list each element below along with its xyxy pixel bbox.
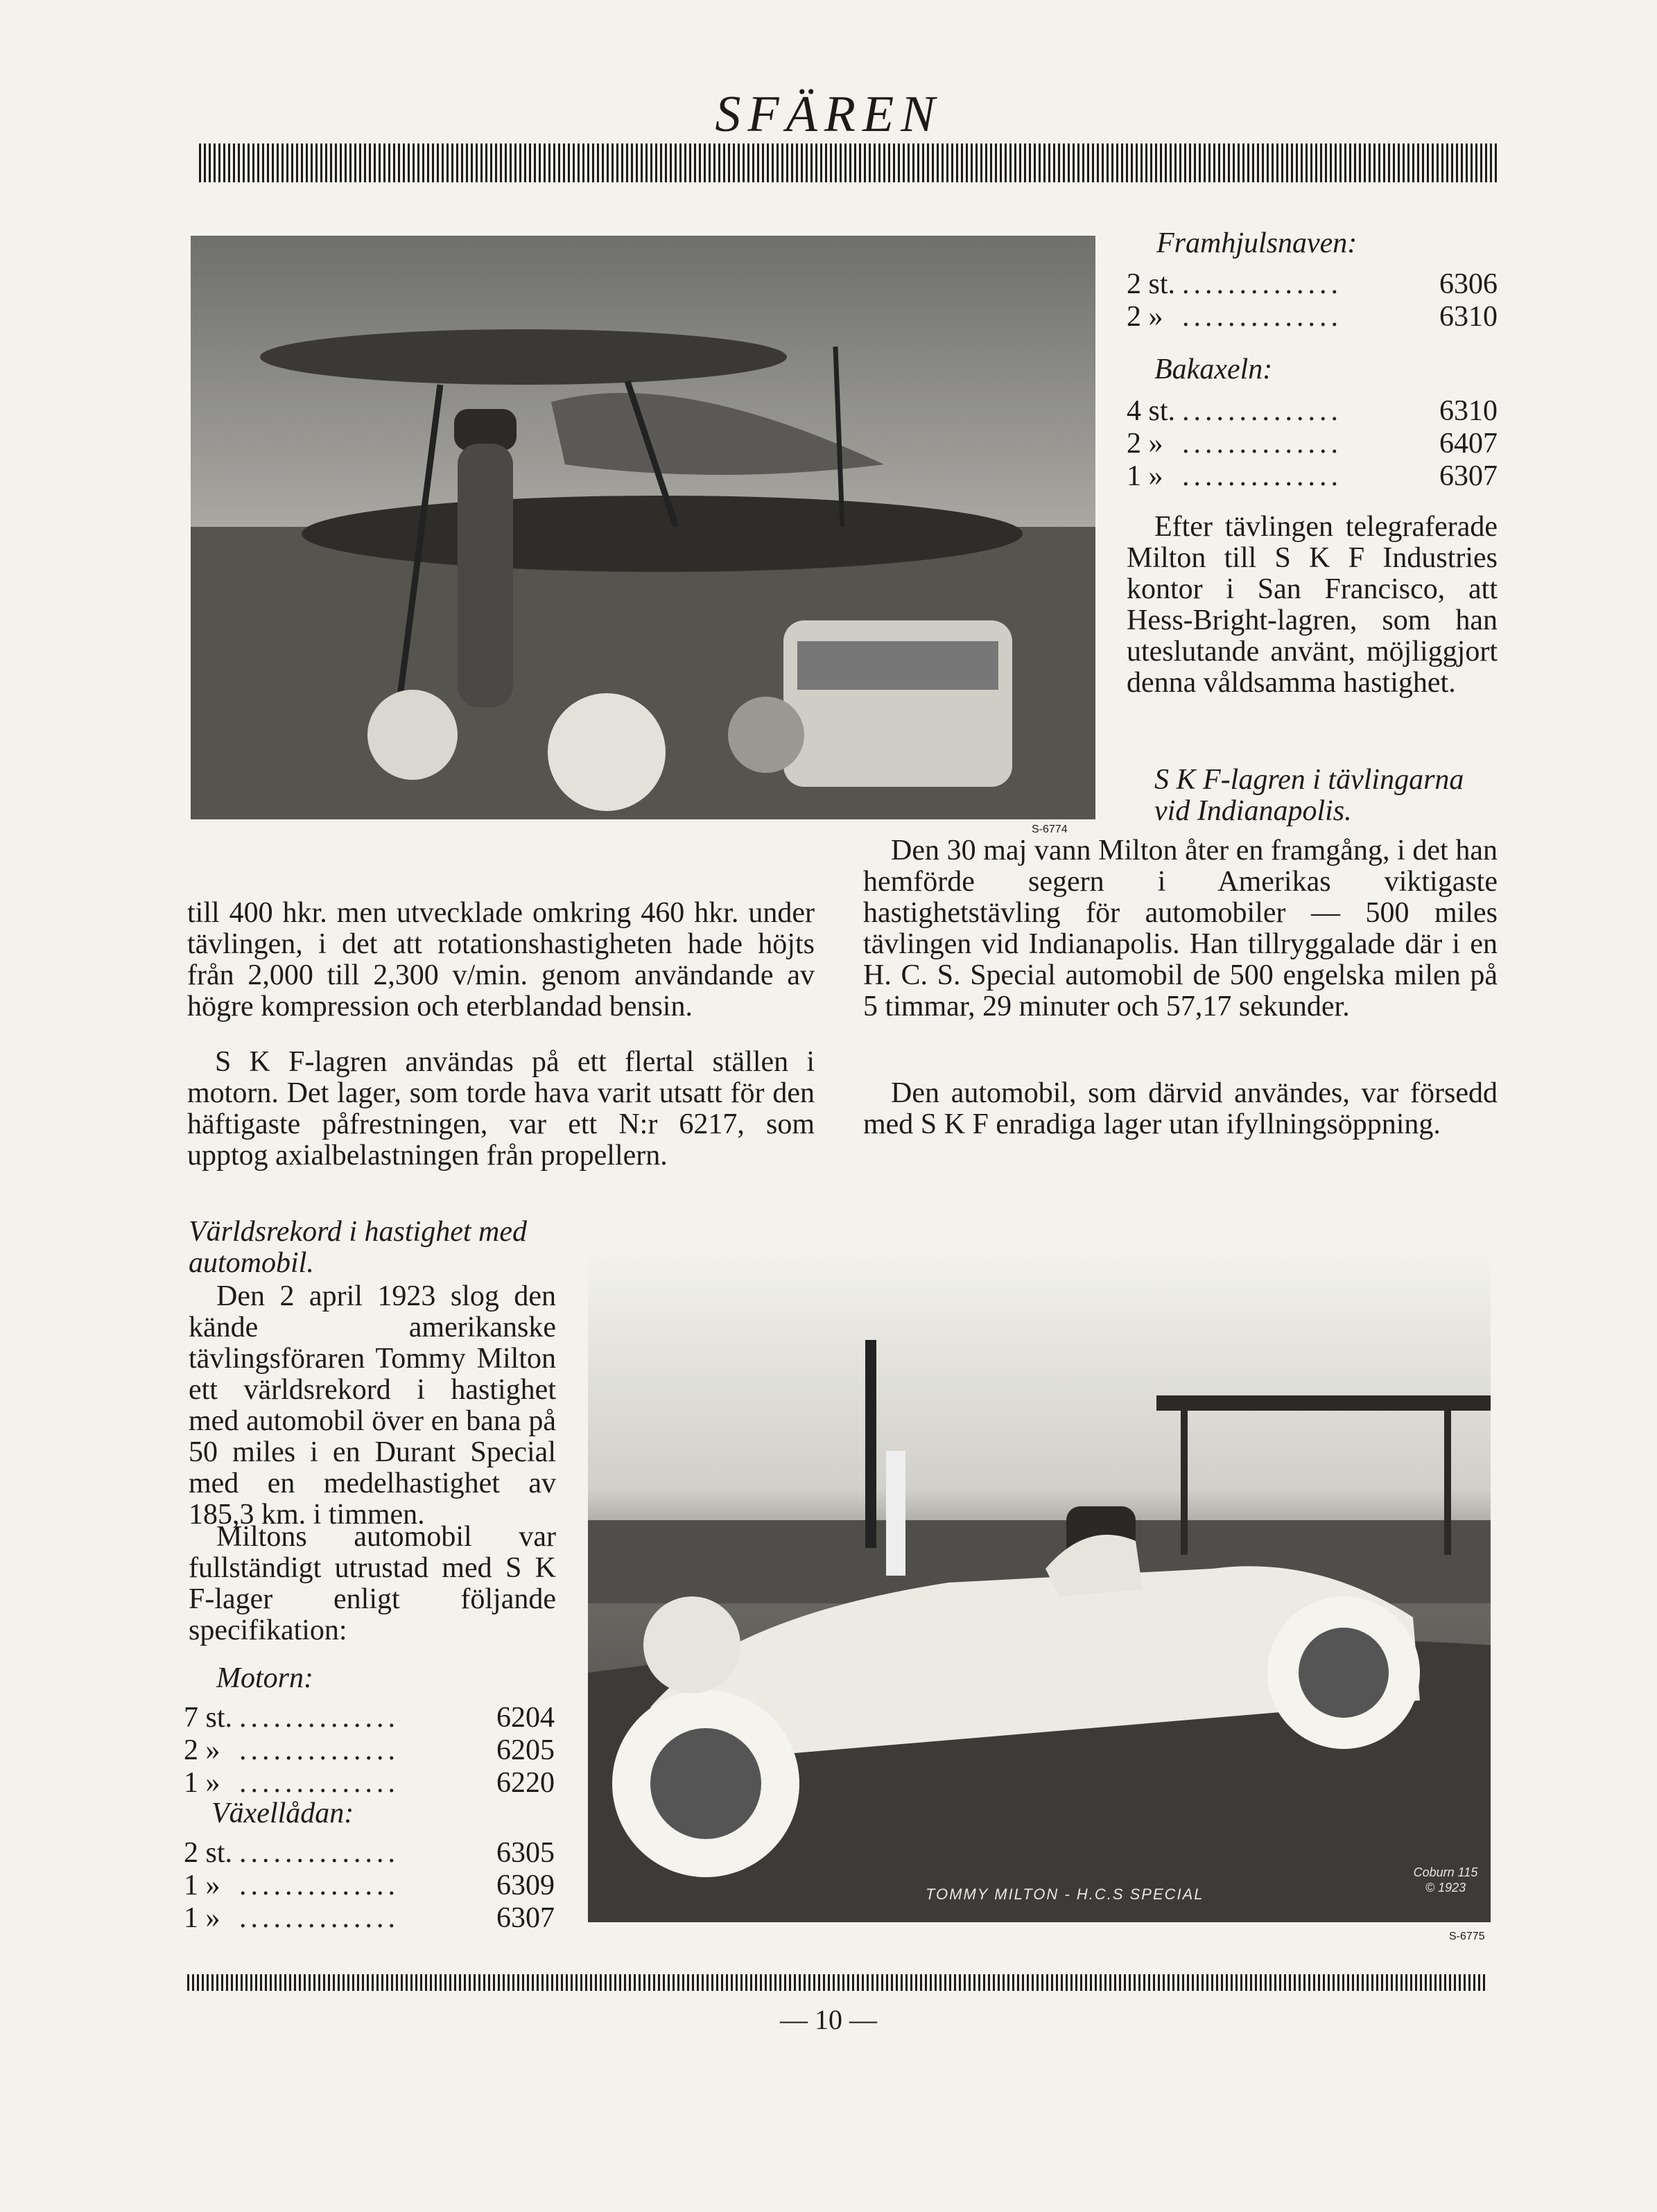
bakaxel-spec-list — [1127, 395, 1498, 493]
page-number: — 10 — — [780, 2004, 877, 2035]
spec-row: 1 » .............. 6307 — [1127, 460, 1498, 492]
spec-row: 2 » .............. 6407 — [1127, 428, 1498, 460]
indianapolis-paragraph-1: Den 30 maj vann Milton åter en framgång, i det han hemförde segern i Amerikas viktigaste hastighetstävling för automobiler — 500 miles tävlingen vid Indianapolis. Han tillryggalade där i en H. C. S. Special automobil de 500 engelska milen på 5 timmar, 29 minuter och 57,17 sekunder. — [863, 835, 1498, 1022]
vaxel-heading: Växellådan: — [211, 1797, 354, 1829]
top-rule — [199, 143, 1497, 182]
car-figure-code: S-6775 — [1449, 1931, 1485, 1942]
world-record-paragraph-2: Miltons automobil var fullständigt utrustad med S K F-lager enligt följande specifikation: — [189, 1521, 556, 1646]
motor-heading: Motorn: — [216, 1662, 313, 1694]
car-photo-caption: TOMMY MILTON - H.C.S SPECIAL — [926, 1886, 1204, 1903]
indianapolis-paragraph-2: Den automobil, som därvid användes, var försedd med S K F enradiga lager utan ifyllningsöppning. — [863, 1077, 1498, 1140]
world-record-paragraph-1: Den 2 april 1923 slog den kände amerikanske tävlingsföraren Tommy Milton ett världsrekord i hastighet med automobil över en bana på 50 miles i en Durant Special med en medelhastighet av 185,3 km. i timmen. — [189, 1280, 556, 1531]
bakaxel-heading: Bakaxeln: — [1154, 354, 1273, 385]
engine-paragraph-1: till 400 hkr. men utvecklade omkring 460 hkr. under tävlingen, i det att rotationshastigheten hade höjts från 2,000 till 2,300 v/min. genom användande av högre kompression och eterblandad bensin. — [187, 897, 815, 1022]
spec-row: 2 » .............. 6310 — [1127, 301, 1498, 333]
spec-row: 2 st. .............. 6305 — [184, 1837, 555, 1869]
car-photo-signature: Coburn 115 © 1923 — [1413, 1865, 1478, 1895]
spec-row: 2 st. .............. 6306 — [1127, 268, 1498, 300]
telegram-paragraph: Efter tävlingen telegraferade Milton till S K F Industries kontor i San Francisco, att Hess-Bright-lagren, som han uteslutande använt, möjliggjort denna våldsamma hastighet. — [1127, 511, 1498, 699]
framhjul-heading: Framhjulsnaven: — [1156, 227, 1357, 259]
engine-paragraph-2: S K F-lagren användas på ett flertal ställen i motorn. Det lager, som torde hava varit utsatt för den häftigaste påfrestningen, var ett N:r 6217, som upptog axialbelastningen från propellern. — [187, 1046, 815, 1172]
plane-photo — [191, 236, 1095, 819]
page-title: SFÄREN — [715, 86, 942, 143]
spec-row: 1 » .............. 6220 — [184, 1767, 555, 1799]
spec-row: 2 » .............. 6205 — [184, 1734, 555, 1766]
plane-figure-code: S-6774 — [1032, 824, 1068, 835]
indianapolis-heading: S K F-lagren i tävlingarna vid Indianapolis. — [1154, 764, 1464, 827]
framhjul-spec-list — [1127, 268, 1498, 333]
motor-spec-list — [184, 1702, 555, 1800]
world-record-heading: Världsrekord i hastighet med automobil. — [189, 1216, 528, 1279]
car-illustration — [588, 1257, 1491, 1922]
spec-row: 4 st. .............. 6310 — [1127, 395, 1498, 427]
spec-row: 1 » .............. 6309 — [184, 1870, 555, 1901]
vaxel-spec-list — [184, 1837, 555, 1935]
plane-illustration — [191, 236, 1095, 819]
bottom-rule — [187, 1974, 1485, 1991]
spec-row: 1 » .............. 6307 — [184, 1902, 555, 1934]
spec-row: 7 st. .............. 6204 — [184, 1702, 555, 1734]
car-photo — [588, 1257, 1491, 1922]
